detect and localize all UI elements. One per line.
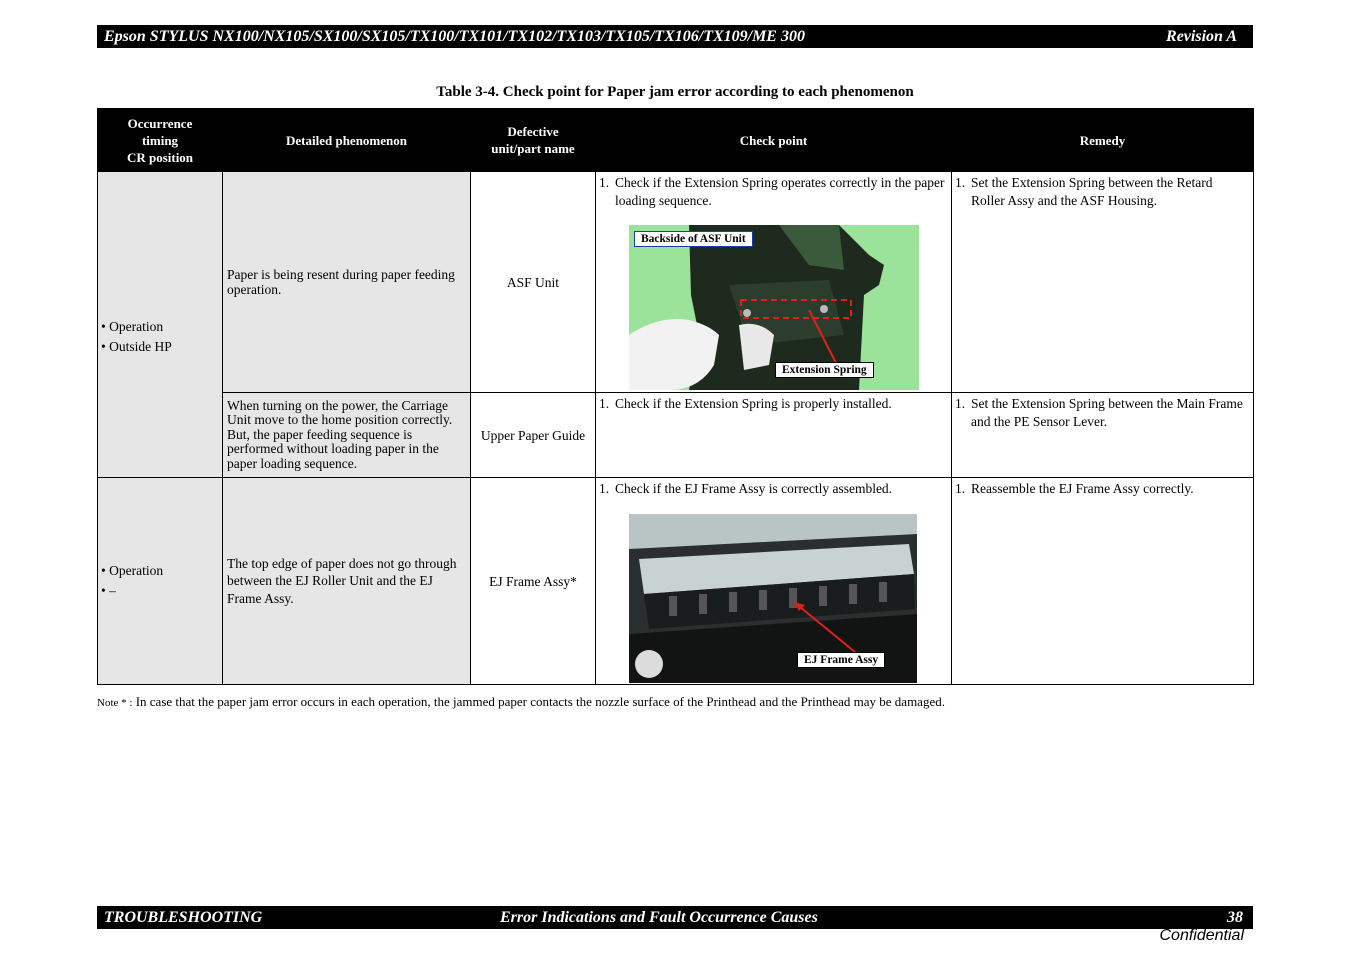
table-caption: Table 3-4. Check point for Paper jam error according to each phenomenon xyxy=(436,84,914,100)
remedy-cell xyxy=(952,478,1254,685)
col-occurrence-line1: Occurrence xyxy=(127,115,193,131)
check-number: 1. xyxy=(599,396,610,411)
phenomenon-text: When turning on the power, the Carriage Unit move to the home position correctly. But, the paper feeding sequence is performed without loading paper in the paper loading sequence. xyxy=(227,397,453,471)
page-number: 38 xyxy=(1227,909,1243,926)
occurrence-cell xyxy=(98,478,223,685)
remedy-item xyxy=(952,393,1253,431)
occurrence-item: • Operation xyxy=(101,563,164,578)
phenomenon-text: The top edge of paper does not go through between the EJ Roller Unit and the EJ Frame Assy. xyxy=(227,555,457,606)
occurrence-item: • Operation xyxy=(101,318,164,334)
defective-cell xyxy=(471,172,596,393)
occurrence-item: • – xyxy=(101,583,116,598)
check-cell xyxy=(596,172,952,393)
check-number: 1. xyxy=(599,175,610,190)
table-note xyxy=(97,694,945,710)
phenomenon-cell xyxy=(223,393,471,478)
col-occurrence-line2: timing xyxy=(141,132,179,148)
remedy-text: Reassemble the EJ Frame Assy correctly. xyxy=(971,481,1194,496)
remedy-text: Set the Extension Spring between the Main Frame and the PE Sensor Lever. xyxy=(971,396,1243,429)
phenomenon-text: Paper is being resent during paper feeding operation. xyxy=(227,267,455,297)
asf-unit-photo xyxy=(629,225,919,390)
occurrence-cell xyxy=(98,172,223,478)
defective-text: ASF Unit xyxy=(506,274,560,290)
note-prefix: Note * : xyxy=(97,697,133,709)
col-check-header: Check point xyxy=(596,109,952,172)
check-text: Check if the EJ Frame Assy is correctly assembled. xyxy=(615,481,893,496)
page-header-bar xyxy=(97,25,1253,48)
col-defective-line1: Defective xyxy=(507,124,559,139)
check-number: 1. xyxy=(599,481,610,496)
remedy-number: 1. xyxy=(955,481,966,496)
page-footer-bar xyxy=(97,906,1253,929)
phenomenon-cell xyxy=(223,478,471,685)
remedy-cell xyxy=(952,172,1254,393)
remedy-text: Set the Extension Spring between the Retard Roller Assy and the ASF Housing. xyxy=(971,175,1213,208)
photo-label-extension-spring: Extension Spring xyxy=(775,362,874,378)
photo-label-ej-frame: EJ Frame Assy xyxy=(797,652,885,668)
remedy-item xyxy=(952,478,1253,498)
note-text: In case that the paper jam error occurs in each operation, the jammed paper contacts the nozzle surface of the Printhead and the Printhead may be damaged. xyxy=(135,694,945,709)
paper-jam-checkpoint-table xyxy=(97,108,1254,685)
confidential-label: Confidential xyxy=(1159,927,1244,944)
table-row xyxy=(98,172,1254,393)
occurrence-item: • Outside HP xyxy=(101,338,172,354)
check-cell xyxy=(596,393,952,478)
table-header-row xyxy=(98,109,1254,172)
table-row xyxy=(98,478,1254,685)
asf-unit-illustration xyxy=(629,225,919,390)
check-text: Check if the Extension Spring is properly installed. xyxy=(615,396,892,411)
phenomenon-cell xyxy=(223,172,471,393)
col-defective-line2: unit/part name xyxy=(491,141,575,156)
col-defective-header xyxy=(471,109,596,172)
defective-text: EJ Frame Assy* xyxy=(489,573,577,589)
col-phenomenon-header: Detailed phenomenon xyxy=(223,109,471,172)
check-item xyxy=(596,393,951,413)
col-occurrence-header xyxy=(98,109,223,172)
photo-label-backside: Backside of ASF Unit xyxy=(634,231,753,247)
defective-cell xyxy=(471,478,596,685)
remedy-item xyxy=(952,172,1253,210)
document-title: Epson STYLUS NX100/NX105/SX100/SX105/TX100/TX101/TX102/TX103/TX105/TX106/TX109/ME 300 xyxy=(104,28,805,45)
table-row xyxy=(98,393,1254,478)
revision-label: Revision A xyxy=(1166,28,1237,45)
check-cell xyxy=(596,478,952,685)
remedy-number: 1. xyxy=(955,175,966,190)
remedy-number: 1. xyxy=(955,396,966,411)
defective-cell xyxy=(471,393,596,478)
remedy-cell xyxy=(952,393,1254,478)
col-occurrence-line3: CR position xyxy=(126,149,194,165)
footer-chapter: Error Indications and Fault Occurrence Causes xyxy=(500,909,818,926)
check-item xyxy=(596,478,951,498)
col-remedy-header: Remedy xyxy=(952,109,1254,172)
defective-text: Upper Paper Guide xyxy=(480,427,586,443)
check-text: Check if the Extension Spring operates correctly in the paper loading sequence. xyxy=(615,175,945,208)
footer-section: TROUBLESHOOTING xyxy=(104,909,263,926)
check-item xyxy=(596,172,951,210)
ej-frame-photo xyxy=(629,514,917,683)
